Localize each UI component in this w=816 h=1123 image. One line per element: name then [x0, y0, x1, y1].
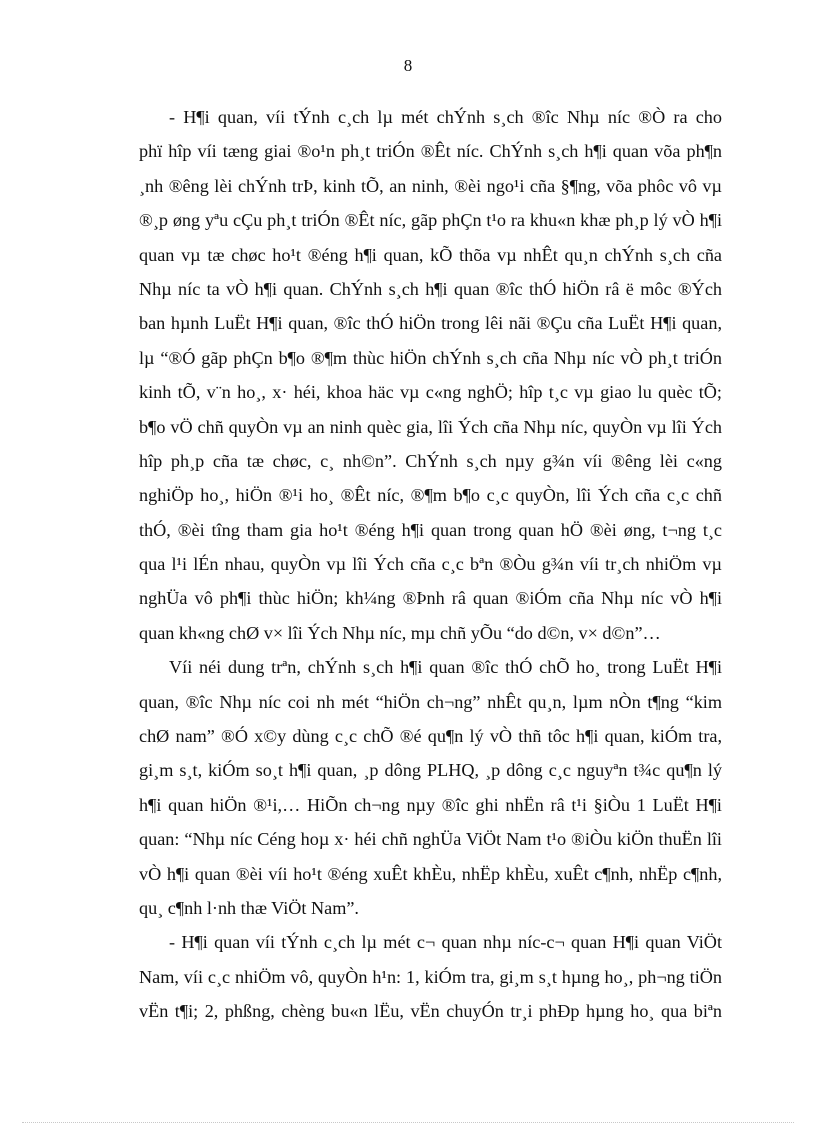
body-text: [139, 100, 722, 1029]
text-line: hîp ph¸p cña tæ chøc, c¸ nh©n”. ChÝnh s¸ch nµy g¾n víi ®êng lèi c«ng: [139, 450, 722, 471]
text-line: phï hîp víi tæng giai ®o¹n ph¸t triÓn ®Êt níc. ChÝnh s¸ch h¶i quan võa ph¶n: [139, 141, 722, 162]
text-line: nghiÖp ho¸, hiÖn ®¹i ho¸ ®Êt níc, ®¶m b¶o c¸c quyÒn, lîi Ých cña c¸c chñ: [139, 485, 722, 506]
text-line: - H¶i quan, víi tÝnh c¸ch lµ mét chÝnh s¸ch ®îc Nhµ níc ®Ò ra cho: [169, 107, 722, 127]
text-line: chØ nam” ®Ó x©y dùng c¸c chÕ ®é qu¶n lý vÒ thñ tôc h¶i quan, kiÓm tra,: [139, 726, 722, 747]
page-number: 8: [403, 56, 413, 75]
text-line: gi¸m s¸t, kiÓm so¸t h¶i quan, ¸p dông PLHQ, ¸p dông c¸c nguyªn t¾c qu¶n lý: [139, 760, 722, 781]
text-line: - H¶i quan víi tÝnh c¸ch lµ mét c¬ quan nhµ níc-c¬ quan H¶i quan ViÖt: [169, 932, 722, 953]
text-line: Nam, víi c¸c nhiÖm vô, quyÒn h¹n: 1, kiÓm tra, gi¸m s¸t hµng ho¸, ph¬ng tiÖn: [139, 966, 722, 987]
text-line: vÒ h¶i quan ®èi víi ho¹t ®éng xuÊt khÈu, nhËp khÈu, xuÊt c¶nh, nhËp c¶nh,: [139, 863, 722, 884]
paragraph: [139, 650, 722, 925]
text-line: quan vµ tæ chøc ho¹t ®éng h¶i quan, kÕ thõa vµ nhÊt qu¸n chÝnh s¸ch cña: [139, 244, 722, 265]
text-line: kinh tÕ, v¨n ho¸, x· héi, khoa häc vµ c«ng nghÖ; hîp t¸c vµ giao lu quèc tÕ;: [139, 382, 722, 403]
text-line: quan kh«ng chØ v× lîi Ých Nhµ níc, mµ chñ yÕu “do d©n, v× d©n”…: [139, 622, 661, 643]
text-line: qua l¹i lÉn nhau, quyÒn vµ lîi Ých cña c¸c bªn ®Òu g¾n víi tr¸ch nhiÖm vµ: [139, 554, 722, 575]
paragraph: [139, 100, 722, 650]
paragraph: [139, 925, 722, 1028]
text-line: lµ “®Ó gãp phÇn b¶o ®¶m thùc hiÖn chÝnh s¸ch cña Nhµ níc vÒ ph¸t triÓn: [139, 347, 722, 368]
text-line: Nhµ níc ta vÒ h¶i quan. ChÝnh s¸ch h¶i quan ®îc thÓ hiÖn râ ë môc ®Ých: [139, 278, 722, 299]
text-line: ®¸p øng yªu cÇu ph¸t triÓn ®Êt níc, gãp phÇn t¹o ra khu«n khæ ph¸p lý vÒ h¶i: [139, 210, 722, 231]
text-line: vËn t¶i; 2, phßng, chèng bu«n lËu, vËn chuyÓn tr¸i phÐp hµng ho¸ qua biªn: [139, 1001, 722, 1022]
text-line: h¶i quan hiÖn ®¹i,… HiÕn ch¬ng nµy ®îc ghi nhËn râ t¹i §iÒu 1 LuËt H¶i: [139, 794, 722, 815]
text-line: thÓ, ®èi tîng tham gia ho¹t ®éng h¶i quan trong quan hÖ ®èi øng, t¬ng t¸c: [139, 519, 722, 540]
text-line: quan, ®îc Nhµ níc coi nh mét “hiÖn ch¬ng” nhÊt qu¸n, lµm nÒn t¶ng “kim: [139, 691, 722, 712]
text-line: nghÜa vô ph¶i thùc hiÖn; kh¼ng ®Þnh râ quan ®iÓm cña Nhµ níc vÒ h¶i: [139, 588, 722, 609]
text-line: b¶o vÖ chñ quyÒn vµ an ninh quèc gia, lîi Ých cña Nhµ níc, quyÒn vµ lîi Ých: [139, 416, 722, 437]
text-line: ban hµnh LuËt H¶i quan, ®îc thÓ hiÖn trong lêi nãi ®Çu cña LuËt H¶i quan,: [139, 313, 722, 334]
text-line: ¸nh ®êng lèi chÝnh trÞ, kinh tÕ, an ninh, ®èi ngo¹i cña §¶ng, võa phôc vô vµ: [139, 175, 722, 196]
text-line: quan: “Nhµ níc Céng hoµ x· héi chñ nghÜa ViÖt Nam t¹o ®iÒu kiÖn thuËn lîi: [139, 829, 722, 850]
text-line: qu¸ c¶nh l·nh thæ ViÖt Nam”.: [139, 897, 359, 918]
text-line: Víi néi dung trªn, chÝnh s¸ch h¶i quan ®îc thÓ chÕ ho¸ trong LuËt H¶i: [169, 657, 722, 678]
